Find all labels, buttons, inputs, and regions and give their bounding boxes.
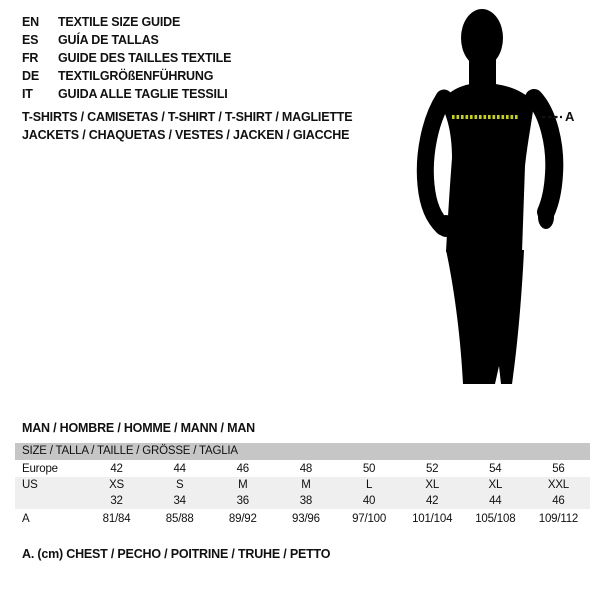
silhouette-neck xyxy=(469,50,496,88)
silhouette-right-arm xyxy=(534,98,554,212)
measurement-footnote: A. (cm) CHEST / PECHO / POITRINE / TRUHE / PETTO xyxy=(22,547,331,561)
language-row-de xyxy=(22,67,231,85)
size-value: 81/84 xyxy=(102,512,131,525)
section-title: MAN / HOMBRE / HOMME / MANN / MAN xyxy=(22,421,255,435)
size-value: 44 xyxy=(173,462,186,475)
table-row-europe xyxy=(15,460,590,477)
row-label: A xyxy=(22,512,30,525)
language-code: DE xyxy=(22,69,39,83)
size-value: 36 xyxy=(236,495,250,507)
measure-label-a: A xyxy=(565,109,575,124)
size-value: 50 xyxy=(362,462,376,475)
size-value: 52 xyxy=(425,462,439,475)
size-table xyxy=(15,443,590,528)
language-row-it xyxy=(22,85,231,103)
language-code: FR xyxy=(22,51,39,65)
language-label: TEXTILE SIZE GUIDE xyxy=(58,15,181,29)
language-code: ES xyxy=(22,33,39,47)
size-value: 101/104 xyxy=(412,512,453,525)
size-value: 105/108 xyxy=(475,512,516,525)
size-value: 54 xyxy=(489,462,502,475)
row-label: US xyxy=(22,479,38,491)
language-label: GUÍA DE TALLAS xyxy=(58,33,159,47)
language-code: EN xyxy=(22,15,39,29)
size-value: 40 xyxy=(362,495,376,507)
man-silhouette-svg xyxy=(410,0,600,400)
size-value: L xyxy=(365,479,373,491)
table-row-us xyxy=(15,477,590,493)
size-value: M xyxy=(238,479,248,491)
size-value: 85/88 xyxy=(165,512,194,525)
size-value: XL xyxy=(488,479,503,491)
size-value: S xyxy=(175,479,184,491)
category-tshirts: T-SHIRTS / CAMISETAS / T-SHIRT / T-SHIRT / MAGLIETTE xyxy=(22,110,353,124)
size-value: XS xyxy=(109,479,125,491)
size-figure xyxy=(410,0,600,400)
size-value: M xyxy=(301,479,311,491)
language-row-fr xyxy=(22,49,231,67)
table-row-numeric xyxy=(15,493,590,509)
row-label: Europe xyxy=(22,462,58,475)
size-value: 46 xyxy=(236,462,250,475)
category-list xyxy=(22,108,352,144)
language-code: IT xyxy=(22,87,33,101)
size-value: 89/92 xyxy=(228,512,257,525)
size-value: 48 xyxy=(299,462,313,475)
size-value: 46 xyxy=(552,495,565,507)
silhouette-left-hand xyxy=(436,215,456,237)
language-label: GUIDA ALLE TAGLIE TESSILI xyxy=(58,87,228,101)
silhouette-right-hand xyxy=(538,205,554,229)
language-list xyxy=(22,13,231,103)
size-value: 93/96 xyxy=(292,512,320,525)
silhouette-left-arm xyxy=(425,98,444,227)
size-value: 38 xyxy=(299,495,313,507)
size-value: 42 xyxy=(110,462,123,475)
size-table-header: SIZE / TALLA / TAILLE / GRÖSSE / TAGLIA xyxy=(15,443,590,460)
language-row-en xyxy=(22,13,231,31)
size-value: XXL xyxy=(547,479,569,491)
language-row-es xyxy=(22,31,231,49)
size-value: 109/112 xyxy=(538,512,579,525)
man-silhouette xyxy=(425,9,554,384)
size-value: 97/100 xyxy=(352,512,387,525)
category-jackets: JACKETS / CHAQUETAS / VESTES / JACKEN / GIACCHE xyxy=(22,128,350,142)
silhouette-legs xyxy=(446,250,524,384)
size-value: 34 xyxy=(173,495,186,507)
size-value: 42 xyxy=(425,495,439,507)
size-value: XL xyxy=(425,479,440,491)
table-row-chest-cm xyxy=(15,509,590,528)
size-value: 56 xyxy=(552,462,565,475)
size-value: 32 xyxy=(110,495,123,507)
language-label: TEXTILGRÖßENFÜHRUNG xyxy=(58,69,214,83)
size-value: 44 xyxy=(489,495,502,507)
language-label: GUIDE DES TAILLES TEXTILE xyxy=(58,51,232,65)
